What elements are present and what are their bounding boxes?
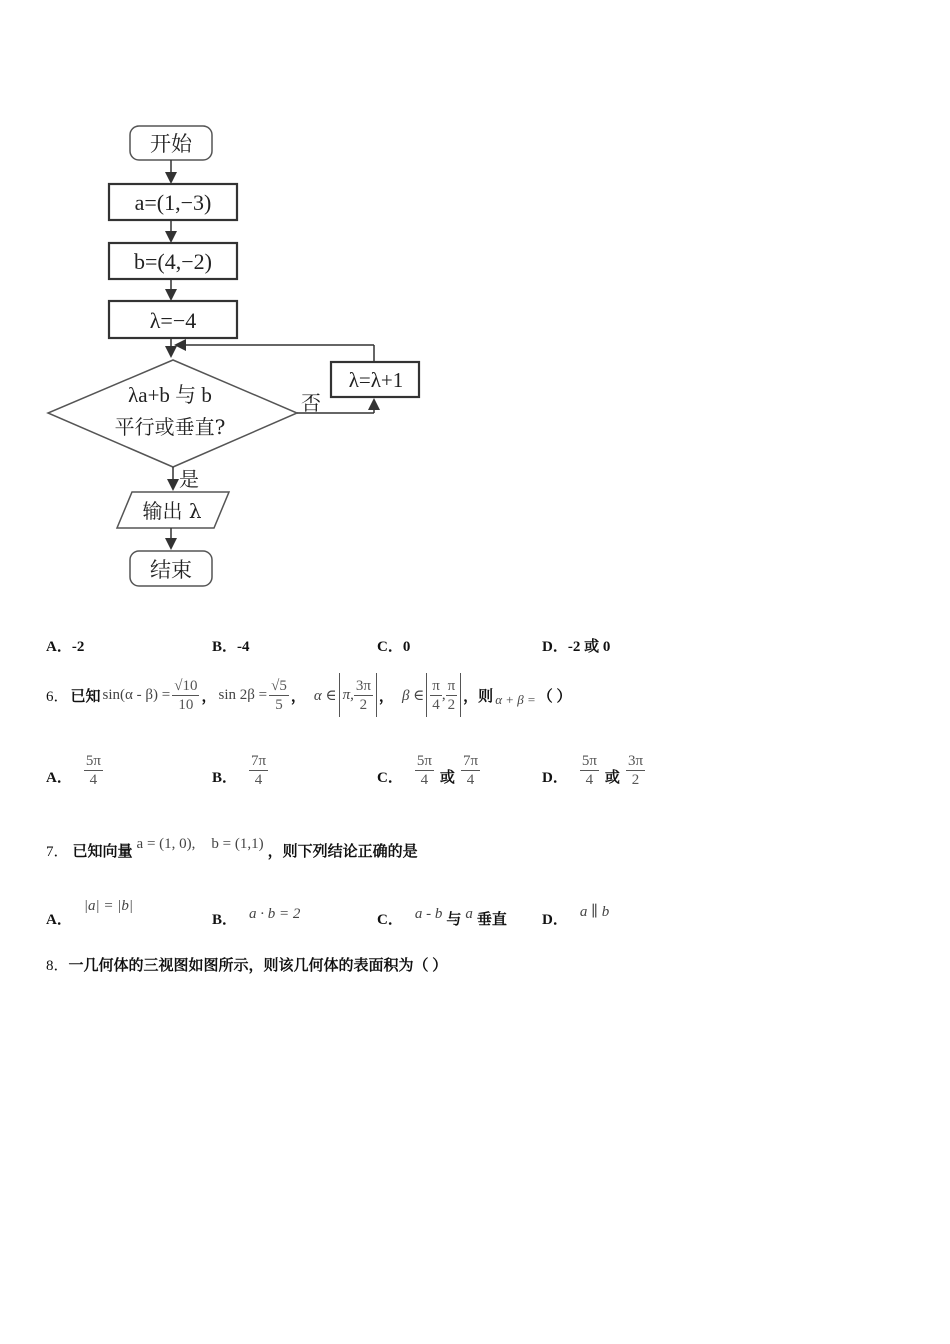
q7-option-a-label: A．: [46, 912, 72, 928]
flowchart: [0, 0, 480, 600]
q6-option-a-frac: [84, 752, 103, 789]
q7-suffix: ，则下列结论正确的是: [267, 844, 418, 860]
q7-option-b-label: B．: [212, 912, 238, 928]
q5-option-d: [542, 635, 610, 656]
q6-alpha-interval: [339, 673, 377, 717]
q7-stem: [46, 836, 418, 861]
q7-option-c-end: 垂直: [476, 912, 507, 928]
q6-option-b-den: 4: [254, 772, 263, 788]
q5-option-b: [212, 635, 250, 656]
decision-diamond: [48, 360, 297, 467]
q6-paren: （ ）: [537, 688, 572, 705]
q5-option-d-label: D．: [542, 639, 568, 655]
q6-option-d-den2: 2: [631, 772, 640, 788]
q7-option-c-a: a: [465, 906, 473, 922]
q7-option-c-expr: a - b: [414, 906, 443, 922]
q8-stem: [46, 954, 447, 975]
q6-four: 4: [432, 696, 440, 713]
q6-option-c-num1: 5π: [416, 753, 432, 769]
q6-comma-3: ，: [378, 688, 394, 705]
q6-interval-comma: ,: [441, 686, 446, 703]
q6-alpha-in: α ∈: [313, 687, 337, 704]
q6-option-c-frac1: [415, 752, 434, 789]
q6-sqrt10: √10: [174, 677, 198, 694]
q6-option-d-label: D．: [542, 770, 568, 786]
q6-option-a-label: A．: [46, 770, 72, 786]
q6-prefix: 已知: [70, 688, 101, 705]
q6-sum: α + β =: [495, 692, 536, 707]
q5-option-b-text: -4: [237, 639, 250, 655]
q7-prefix: 已知向量: [72, 844, 133, 860]
q7-option-a-text: |a| = |b|: [83, 898, 133, 914]
q8-text: 一几何体的三视图如图所示，则该几何体的表面积为（ ）: [68, 958, 448, 974]
q6-option-d-frac1: [580, 752, 599, 789]
q6-option-d-num1: 5π: [581, 753, 597, 769]
q6-frac-pi-2: [446, 677, 458, 714]
decision-line2: 平行或垂直?: [114, 415, 226, 439]
q6-pi-b: π: [447, 677, 456, 694]
q6-option-d-or: 或: [604, 770, 620, 786]
q6-then: ，则: [463, 688, 494, 705]
q5-option-a-text: -2: [71, 639, 85, 655]
q6-three-pi: 3π: [355, 677, 371, 694]
q6-beta-in: β ∈: [401, 687, 425, 704]
q6-frac-3pi-2: [354, 677, 373, 714]
q6-option-b: [212, 752, 268, 789]
q6-frac-sqrt10: [172, 677, 199, 714]
q6-option-c-den2: 4: [466, 772, 475, 788]
q7-option-a: [46, 898, 133, 929]
q6-ten: 10: [178, 696, 194, 713]
q6-option-a-den: 4: [89, 772, 98, 788]
q6-option-c-frac2: [461, 752, 480, 789]
q7-vec-b: b = (1,1): [211, 836, 264, 852]
q6-option-c-label: C．: [377, 770, 403, 786]
q6-option-c: [377, 752, 480, 789]
q6-sin-expr: sin(α - β) =: [102, 686, 171, 703]
q6-option-d-frac2: [626, 752, 645, 789]
q6-option-d-den1: 4: [585, 772, 594, 788]
q7-option-b: [212, 898, 300, 929]
q7-option-c-label: C．: [377, 912, 403, 928]
q7-option-c: [377, 898, 507, 929]
q5-option-c-text: 0: [402, 639, 411, 655]
no-label: 否: [301, 391, 321, 415]
q7-option-d-text: a ∥ b: [579, 904, 610, 920]
q6-pi-a: π: [432, 677, 440, 694]
q6-pi-comma: π,: [342, 686, 354, 703]
q6-option-c-num2: 7π: [462, 753, 479, 769]
q6-sqrt5: √5: [271, 677, 287, 694]
q6-sin2b: sin 2β =: [218, 686, 268, 703]
q6-two: 2: [359, 696, 368, 713]
step-b-label: b=(4,−2): [134, 249, 212, 274]
step-a-label: a=(1,−3): [134, 190, 212, 215]
step-lambda-label: λ=−4: [149, 308, 197, 333]
start-label: 开始: [150, 132, 192, 156]
q6-number: 6．: [46, 688, 69, 705]
q6-two-b: 2: [447, 696, 456, 713]
q6-comma-2: ，: [290, 688, 306, 705]
q7-vec-a: a = (1, 0),: [136, 836, 196, 852]
q6-beta-interval: [426, 673, 461, 717]
q5-option-b-label: B．: [212, 639, 238, 655]
q7-option-c-mid: 与: [446, 912, 462, 928]
q6-option-b-frac: [249, 752, 268, 789]
q7-option-d: [542, 898, 609, 929]
end-label: 结束: [150, 558, 192, 582]
q8-number: 8．: [46, 958, 69, 974]
q6-five: 5: [275, 696, 283, 713]
decision-line1: λa+b 与 b: [128, 383, 212, 407]
increment-label: λ=λ+1: [348, 368, 404, 392]
q6-option-a-num: 5π: [85, 753, 101, 769]
q6-comma-1: ，: [201, 688, 217, 705]
q5-option-c-label: C．: [377, 639, 403, 655]
q6-frac-sqrt5: [269, 677, 289, 714]
q6-option-a: [46, 752, 103, 789]
q7-number: 7．: [46, 844, 69, 860]
q5-option-c: [377, 635, 410, 656]
output-label: 输出 λ: [142, 499, 202, 523]
q6-frac-pi-4: [430, 677, 442, 714]
q6-option-b-label: B．: [212, 770, 238, 786]
q5-option-a: [46, 635, 84, 656]
q7-option-d-label: D．: [542, 912, 568, 928]
q6-option-c-or: 或: [439, 770, 455, 786]
q6-option-b-num: 7π: [251, 753, 267, 769]
q6-option-d-num2: 3π: [627, 753, 644, 769]
q6-option-d: [542, 752, 645, 789]
q5-option-a-label: A．: [46, 639, 72, 655]
q5-option-d-text: -2 或 0: [567, 639, 611, 655]
q7-option-b-text: a · b = 2: [249, 906, 301, 922]
q6-option-c-den1: 4: [420, 772, 429, 788]
yes-label: 是: [179, 467, 199, 491]
q6-stem: [46, 670, 572, 720]
